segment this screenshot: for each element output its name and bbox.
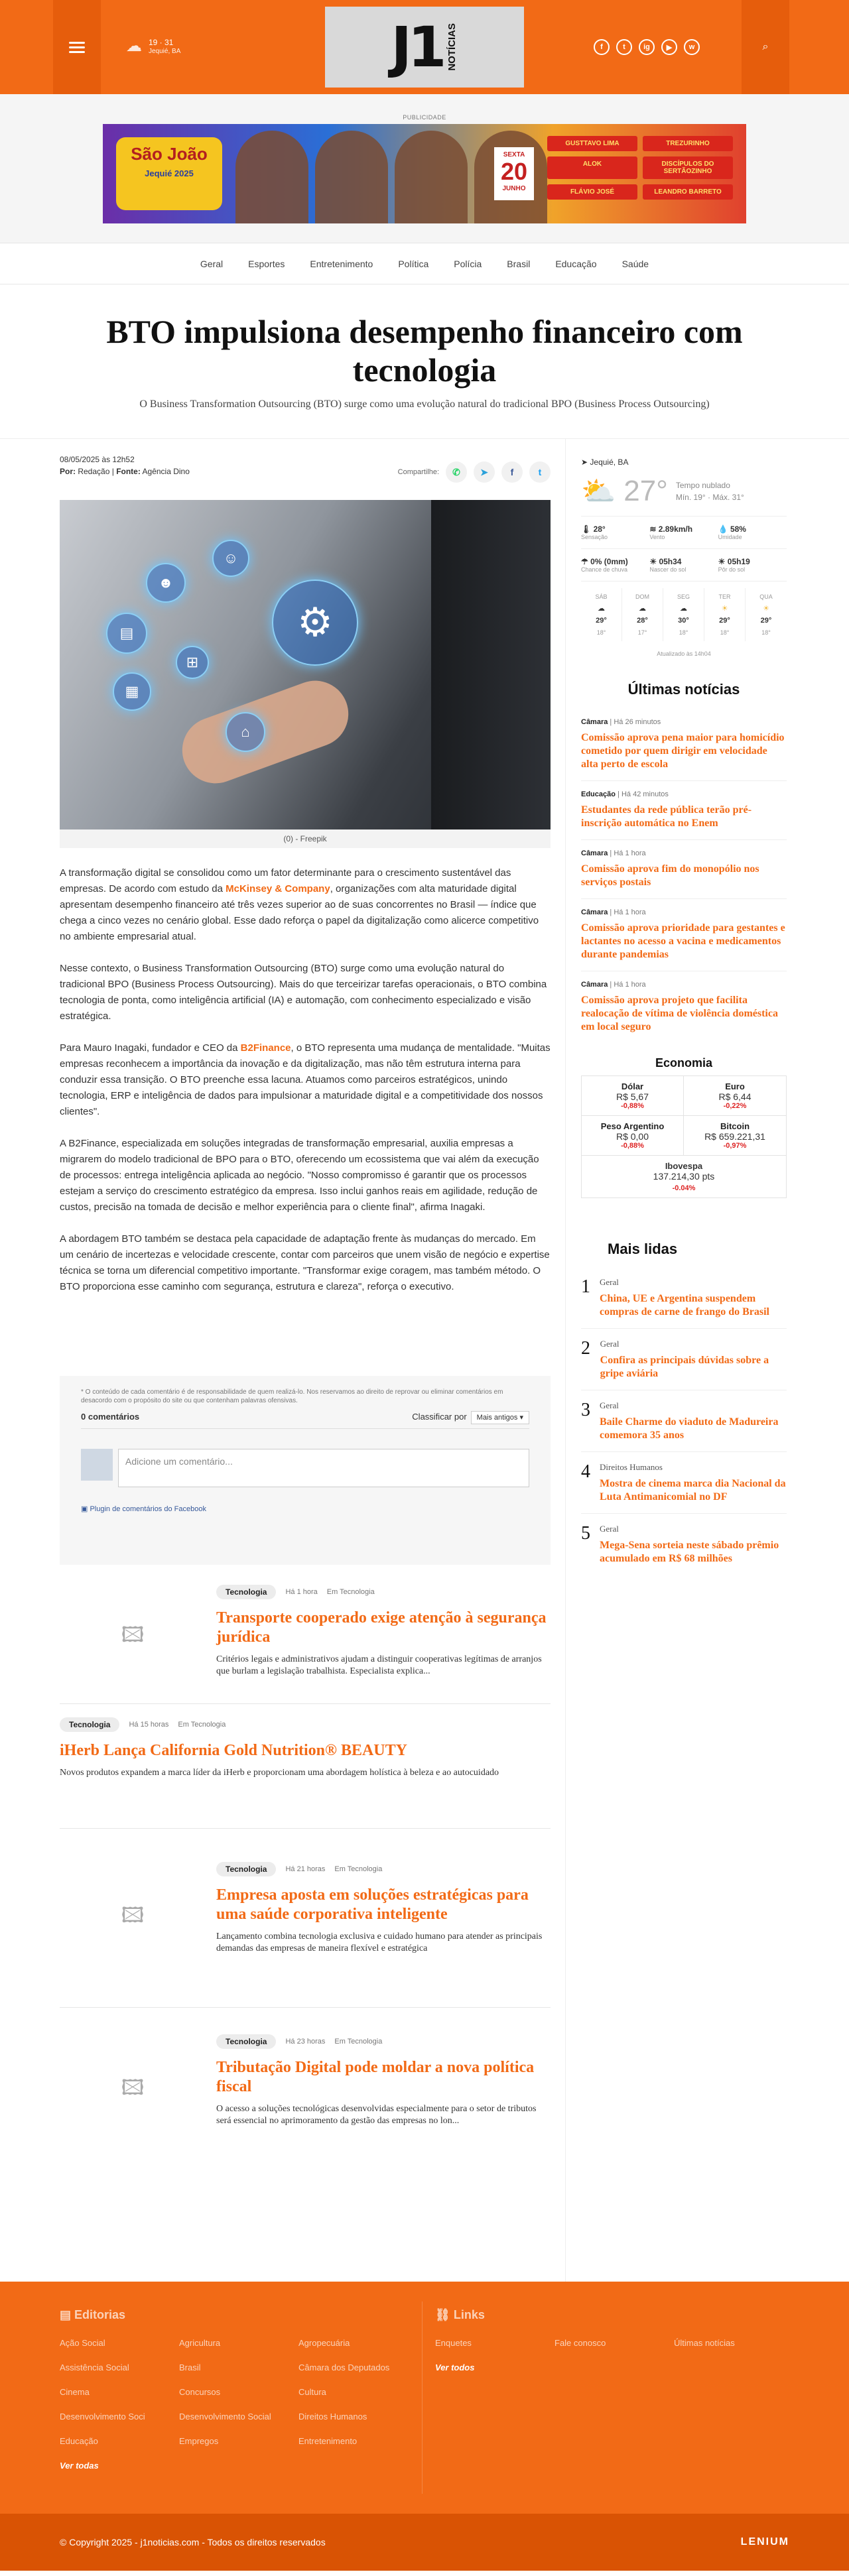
image-caption: (0) - Freepik xyxy=(60,829,551,848)
footer-link[interactable]: Entretenimento xyxy=(298,2436,358,2446)
card-desc: Critérios legais e administrativos ajudam a distinguir cooperativas legítimas de arranjos que burlam a legislação trabalhista. Especialista explica... xyxy=(216,1654,542,1676)
ad-artist: ALOK xyxy=(547,156,637,179)
sun-icon: ☀ xyxy=(763,605,769,613)
image-placeholder-icon: 🖾 xyxy=(121,2075,145,2099)
ad-event-sub: Jequié 2025 xyxy=(145,168,194,178)
ad-event-logo xyxy=(116,137,222,210)
article-header xyxy=(0,284,849,410)
comments-section xyxy=(60,1376,551,1565)
weather-stats xyxy=(581,516,787,582)
whatsapp-share-icon[interactable]: ✆ xyxy=(446,461,467,483)
most-read-item[interactable]: 1 Geral China, UE e Argentina suspendem compras de carne de frango do Brasil xyxy=(581,1267,787,1329)
card-desc: Lançamento combina tecnologia exclusiva e cuidado humano para atender as principais demandas das empresas de maneira flexível e estratégica xyxy=(216,1932,543,1953)
image-placeholder-icon: 🖾 xyxy=(121,1623,145,1646)
people-icon: ☻ xyxy=(146,563,186,603)
weather-stat: ☂ 0% (0mm) Chance de chuva xyxy=(581,549,649,582)
paragraph: A abordagem BTO também se destaca pela capacidade de adaptação frente às mudanças do mercado. Em um cenário de incertezas e velocidade crescente, contar com parceiros que unem visão de negócio e expertise técnica se torna um diferencial competitivo importante. "Transformar exige coragem, mas também método. O BTO proporciona esse caminho com segurança, estrutura e clareza", reforça o executivo. xyxy=(60,1233,550,1292)
rain-icon: ☂ xyxy=(581,557,588,566)
footer-link[interactable]: Desenvolvimento Social xyxy=(179,2412,271,2422)
author-label: Por: xyxy=(60,467,76,476)
paragraph: Nesse contexto, o Business Transformation Outsourcing (BTO) surge como uma evolução natural do tradicional BPO (Business Process Outsourcing). Mais do que terceirizar tarefas operacionais, o BTO combina tecnologia de ponta, como inteligência artificial (IA) e automação, com conhecimento especializado e visão estratégica. xyxy=(60,963,547,1022)
sort-select[interactable]: Mais antigos ▾ xyxy=(471,1411,529,1424)
ad-artist: DISCÍPULOS DO SERTÃOZINHO xyxy=(643,156,733,179)
cloud-icon: ☁ xyxy=(598,605,605,613)
economy-widget xyxy=(581,1075,787,1198)
partly-cloudy-icon: ⛅ xyxy=(581,475,616,507)
ad-artist: FLÁVIO JOSÉ xyxy=(547,184,637,200)
factory-icon: ⌂ xyxy=(226,712,265,752)
weather-max: Máx. 31° xyxy=(712,493,744,502)
currency-euro: Euro R$ 6,44 -0,22% xyxy=(684,1076,786,1116)
logo-text: J1 xyxy=(391,15,443,80)
nav-educacao[interactable]: Educação xyxy=(555,258,597,269)
facebook-share-icon[interactable]: f xyxy=(501,461,523,483)
category-nav xyxy=(0,243,849,284)
most-read-item[interactable]: 4 Direitos Humanos Mostra de cinema marca dia Nacional da Luta Antimanicomial no DF xyxy=(581,1452,787,1514)
category-tag[interactable]: Tecnologia xyxy=(216,2034,276,2049)
footer-link[interactable]: Câmara dos Deputados xyxy=(298,2362,390,2372)
location-icon: ➤ xyxy=(581,458,588,467)
related-card[interactable] xyxy=(60,2008,551,2154)
nav-brasil[interactable]: Brasil xyxy=(507,258,531,269)
ad-weekday: SEXTA xyxy=(503,151,525,158)
footer-link[interactable]: Ação Social xyxy=(60,2338,105,2348)
weather-condition: Tempo nublado xyxy=(675,481,730,490)
mais-lidas-heading: Mais lidas xyxy=(601,1241,787,1258)
comments-note: * O conteúdo de cada comentário é de responsabilidade de quem realizá-lo. Nos reservamos ao direito de reprovar ou eliminar comentários em desacordo com o propósito do site ou que contenham palavras ofensivas. xyxy=(81,1388,503,1404)
comments-count: 0 comentários xyxy=(81,1412,140,1422)
article-date: 08/05/2025 às 12h52 xyxy=(60,455,135,464)
latest-item[interactable]: Educação | Há 42 minutos Estudantes da rede pública terão pré-inscrição automática no Enem xyxy=(581,781,787,840)
latest-item[interactable]: Câmara | Há 1 hora Comissão aprova fim do monopólio nos serviços postais xyxy=(581,840,787,899)
facebook-plugin-link[interactable]: ▣ Plugin de comentários do Facebook xyxy=(81,1505,206,1513)
sidebar xyxy=(581,439,787,1575)
ver-todas-link[interactable]: Ver todas xyxy=(60,2461,99,2471)
nav-saude[interactable]: Saúde xyxy=(621,258,649,269)
weather-updated: Atualizado às 14h04 xyxy=(657,650,711,657)
forecast-day: SÁB ☁ 29° 18° xyxy=(581,588,622,641)
category-tag[interactable]: Tecnologia xyxy=(216,1862,276,1876)
header-weather[interactable] xyxy=(126,36,180,56)
footer-link[interactable]: Fale conosco xyxy=(555,2338,606,2348)
wind-icon: ≋ xyxy=(649,524,657,534)
paragraph: A B2Finance, especializada em soluções integradas de transformação empresarial, auxilia empresas a migrarem do modelo tradicional de BPO para o BTO, oferecendo um ecossistema que vai além da execução de processos: entrega inteligência aplicada ao negócio. "Nosso compromisso é garantir que os processos estejam a serviço do crescimento estratégico da empresa. Isso inclui ganhos reais em agilidade, redução de custos, precisão na tomada de decisão e melhor experiência para o cliente final", afirma Inagaki. xyxy=(60,1138,539,1213)
thermometer-icon: 🌡 xyxy=(581,524,592,534)
latest-item[interactable]: Câmara | Há 1 hora Comissão aprova prioridade para gestantes e lactantes no acesso a vacina e medicamentos durante pandemias xyxy=(581,899,787,971)
latest-heading: Últimas notícias xyxy=(581,681,787,698)
footer-editorias-title: ▤ Editorias xyxy=(60,2308,126,2321)
whatsapp-icon[interactable]: w xyxy=(684,39,700,55)
cart-icon: ⊞ xyxy=(176,646,209,679)
ad-month: JUNHO xyxy=(502,185,526,192)
main-column xyxy=(60,439,551,2154)
cloud-icon: ☁ xyxy=(639,605,646,613)
ad-artist: LEANDRO BARRETO xyxy=(643,184,733,200)
ad-artist: TREZURINHO xyxy=(643,136,733,151)
weather-temp: 27° xyxy=(623,475,668,507)
twitter-icon[interactable]: t xyxy=(616,39,632,55)
footer-link[interactable]: Educação xyxy=(60,2436,98,2446)
site-footer xyxy=(0,2282,849,2514)
ad-day: 20 xyxy=(500,158,528,185)
comments-bar xyxy=(81,1405,529,1429)
link-icon: ⛓ xyxy=(435,2308,450,2321)
document-icon: ▤ xyxy=(106,613,147,654)
forecast-day: DOM ☁ 28° 17° xyxy=(622,588,663,641)
source-label: Fonte: xyxy=(116,467,141,476)
footer-link[interactable]: Desenvolvimento Soci xyxy=(60,2412,145,2422)
gear-icon: ⚙ xyxy=(272,580,358,666)
related-news xyxy=(60,1571,551,2154)
card-cat: Em Tecnologia xyxy=(334,1865,383,1873)
avatar xyxy=(81,1449,113,1481)
paragraph: A transformação digital se consolidou como um fator determinante para o crescimento sustentável das empresas. De acordo com estudo da McKinsey & Company, organizações com alta maturidade digital apresentam desempenho financeiro até três vezes superior ao de suas concorrentes no Brasil — índice que chega a cinco vezes no cenário global. Esse dado reforça o papel da digitalização como alicerce competitivo no ambiente empresarial atual. xyxy=(60,867,539,942)
ad-event-title: São João xyxy=(131,144,208,164)
nav-entretenimento[interactable]: Entretenimento xyxy=(310,258,373,269)
hamburger-icon xyxy=(69,39,85,56)
weather-forecast xyxy=(581,588,787,641)
header-weather-location: Jequié, BA xyxy=(149,47,181,55)
article-title: BTO impulsiona desempenho financeiro com tecnologia xyxy=(106,313,743,389)
card-title[interactable]: Empresa aposta em soluções estratégicas para uma saúde corporativa inteligente xyxy=(216,1886,529,1923)
footer-link[interactable]: Agropecuária xyxy=(298,2338,350,2348)
footer-link[interactable]: Agricultura xyxy=(179,2338,221,2348)
index-ibovespa: Ibovespa 137.214,30 pts -0.04% xyxy=(653,1161,715,1192)
footer-link[interactable]: Concursos xyxy=(179,2387,221,2397)
footer-editorias xyxy=(60,2308,418,2471)
related-card[interactable] xyxy=(60,1704,551,1829)
newspaper-icon: ▤ xyxy=(60,2308,72,2321)
image-placeholder-icon: 🖾 xyxy=(121,1903,145,1927)
footer-link[interactable]: Últimas notícias xyxy=(674,2338,735,2348)
cloud-icon: ☁ xyxy=(126,37,142,55)
forecast-day: QUA ☀ 29° 18° xyxy=(759,593,773,636)
twitter-share-icon[interactable]: t xyxy=(529,461,551,483)
card-cat: Em Tecnologia xyxy=(178,1721,226,1729)
footer-link[interactable]: Assistência Social xyxy=(60,2362,129,2372)
sun-icon: ☀ xyxy=(721,605,728,613)
article-image[interactable] xyxy=(60,500,551,829)
footer-link[interactable]: Cinema xyxy=(60,2387,90,2397)
footer-divider xyxy=(422,2301,423,2494)
card-cat: Em Tecnologia xyxy=(334,2038,383,2046)
weather-stat: 🌡 28° Sensação xyxy=(581,517,649,549)
search-button[interactable] xyxy=(742,0,789,94)
lenium-logo[interactable]: LENIUM xyxy=(740,2536,789,2547)
ad-date xyxy=(494,147,534,200)
sunset-icon: ☀ xyxy=(718,557,726,566)
most-read-item[interactable]: 3 Geral Baile Charme do viaduto de Madureira comemora 35 anos xyxy=(581,1390,787,1452)
person-icon: ☺ xyxy=(212,540,249,577)
site-logo[interactable] xyxy=(325,7,524,88)
card-time: Há 1 hora xyxy=(285,1588,318,1596)
related-card[interactable] xyxy=(60,1571,551,1704)
footer-link[interactable]: Cultura xyxy=(298,2387,326,2397)
card-title[interactable]: Tributação Digital pode moldar a nova política fiscal xyxy=(216,2059,535,2095)
weather-stat: 💧 58% Umidade xyxy=(718,517,787,549)
article-subtitle: O Business Transformation Outsourcing (BTO) surge como uma evolução natural do tradicional BPO (Business Process Outsourcing) xyxy=(139,399,710,410)
ad-artist: GUSTTAVO LIMA xyxy=(547,136,637,151)
b2finance-link[interactable]: B2Finance xyxy=(240,1042,291,1054)
footer-link[interactable]: Direitos Humanos xyxy=(298,2412,367,2422)
article-body xyxy=(60,865,551,1295)
footer-link[interactable]: Brasil xyxy=(179,2362,201,2372)
nav-geral[interactable]: Geral xyxy=(200,258,224,269)
card-desc: Novos produtos expandem a marca líder da iHerb e proporcionam uma abordagem holística à beleza e ao autocuidado xyxy=(60,1768,499,1778)
category-tag[interactable]: Tecnologia xyxy=(60,1717,119,1732)
youtube-icon[interactable]: ▶ xyxy=(661,39,677,55)
category-tag[interactable]: Tecnologia xyxy=(216,1585,276,1599)
ver-todos-link[interactable]: Ver todos xyxy=(435,2362,475,2372)
nav-esportes[interactable]: Esportes xyxy=(248,258,285,269)
header-weather-temp: 19 · 31 xyxy=(149,37,174,47)
footer-links xyxy=(435,2308,793,2372)
copyright-bar xyxy=(0,2514,849,2571)
latest-item[interactable]: Câmara | Há 26 minutos Comissão aprova pena maior para homicídio cometido por quem dirigir em velocidade alta perto de escola xyxy=(581,709,787,781)
card-title[interactable]: iHerb Lança California Gold Nutrition® BEAUTY xyxy=(60,1742,407,1759)
comments-sort: Classificar por Mais antigos ▾ xyxy=(412,1412,529,1422)
most-read-item[interactable]: 2 Geral Confira as principais dúvidas sobre a gripe aviária xyxy=(581,1329,787,1390)
instagram-icon[interactable]: ig xyxy=(639,39,655,55)
card-desc: O acesso a soluções tecnológicas desenvolvidas especialmente para o setor de tributos será essencial no aprimoramento da gestão das empresas no lon... xyxy=(216,2104,537,2126)
currency-dolar: Dólar R$ 5,67 -0,88% xyxy=(582,1076,684,1116)
footer-link[interactable]: Empregos xyxy=(179,2436,219,2446)
weather-location[interactable]: ➤ Jequié, BA xyxy=(581,458,629,467)
latest-item[interactable]: Câmara | Há 1 hora Comissão aprova projeto que facilita realocação de vítima de violência doméstica em local seguro xyxy=(581,981,778,1032)
card-time: Há 21 horas xyxy=(285,1865,326,1873)
weather-stat: ☀ 05h19 Pôr do sol xyxy=(718,549,787,582)
ad-banner[interactable] xyxy=(103,124,746,223)
currency-bitcoin: Bitcoin R$ 659.221,31 -0,97% xyxy=(684,1116,786,1156)
comment-input[interactable]: Adicione um comentário... xyxy=(118,1449,529,1487)
ad-section xyxy=(0,94,849,243)
humidity-icon: 💧 xyxy=(718,524,728,534)
search-icon: ⌕ xyxy=(762,41,769,52)
paragraph: Para Mauro Inagaki, fundador e CEO da B2Finance, o BTO representa uma mudança de mentalidade. "Muitas empresas reconhecem a importância da inovação e da digitalização, mas não têm estrutura interna para conduzir essa transição. O BTO preenche essa lacuna. Atuamos como parceiros estratégicos, unindo tecnologia, ERP e inteligência de dados para impulsionar a maturidade digital e a competitividade dos nossos clientes". xyxy=(60,1042,551,1117)
most-read-item[interactable]: 5 Geral Mega-Sena sorteia neste sábado prêmio acumulado em R$ 68 milhões xyxy=(581,1523,779,1564)
source-name: Agência Dino xyxy=(142,467,190,476)
author-name: Redação xyxy=(78,467,110,476)
social-links xyxy=(594,39,700,55)
weather-min: Mín. 19° xyxy=(675,493,706,502)
article-byline: Por: Redação | Fonte: Agência Dino xyxy=(60,467,190,476)
weather-widget xyxy=(581,439,787,657)
content-area xyxy=(0,438,849,2282)
weather-stat: ☀ 05h34 Nascer do sol xyxy=(649,549,718,582)
weather-now: ⛅ 27° Tempo nublado Mín. 19° · Máx. 31° xyxy=(581,475,744,507)
mckinsey-link[interactable]: McKinsey & Company xyxy=(226,883,330,894)
boxes-icon: ▦ xyxy=(113,672,151,711)
logo-side-text: NOTÍCIAS xyxy=(446,23,458,71)
card-time: Há 23 horas xyxy=(285,2038,326,2046)
most-read xyxy=(581,1267,787,1575)
facebook-icon[interactable]: f xyxy=(594,39,610,55)
footer-links-title: ⛓ Links xyxy=(435,2308,485,2321)
telegram-share-icon[interactable]: ➤ xyxy=(474,461,495,483)
weather-stat: ≋ 2.89km/h Vento xyxy=(649,517,718,549)
nav-policia[interactable]: Polícia xyxy=(454,258,482,269)
currency-peso: Peso Argentino R$ 0,00 -0,88% xyxy=(582,1116,684,1156)
facebook-icon: ▣ xyxy=(81,1505,88,1513)
forecast-day: TER ☀ 29° 18° xyxy=(704,588,746,641)
card-time: Há 15 horas xyxy=(129,1721,169,1729)
share-label: Compartilhe: xyxy=(397,468,439,476)
card-title[interactable]: Transporte cooperado exige atenção à segurança jurídica xyxy=(216,1609,547,1646)
menu-button[interactable] xyxy=(53,0,101,94)
related-card[interactable] xyxy=(60,1829,551,2008)
nav-politica[interactable]: Política xyxy=(398,258,429,269)
ad-label: PUBLICIDADE xyxy=(403,114,446,121)
comment-box xyxy=(81,1449,529,1487)
sunrise-icon: ☀ xyxy=(649,557,657,566)
copyright-text: © Copyright 2025 - j1noticias.com - Todos os direitos reservados xyxy=(60,2537,326,2547)
cloud-icon: ☁ xyxy=(680,605,687,613)
site-header xyxy=(0,0,849,94)
economy-heading: Economia xyxy=(581,1056,787,1070)
latest-news xyxy=(581,709,787,1043)
ad-artist-names xyxy=(547,136,733,200)
share-bar xyxy=(398,461,551,483)
forecast-day: SEG ☁ 30° 18° xyxy=(663,588,704,641)
column-divider xyxy=(565,439,566,2282)
card-cat: Em Tecnologia xyxy=(326,1588,375,1596)
footer-link[interactable]: Enquetes xyxy=(435,2338,472,2348)
